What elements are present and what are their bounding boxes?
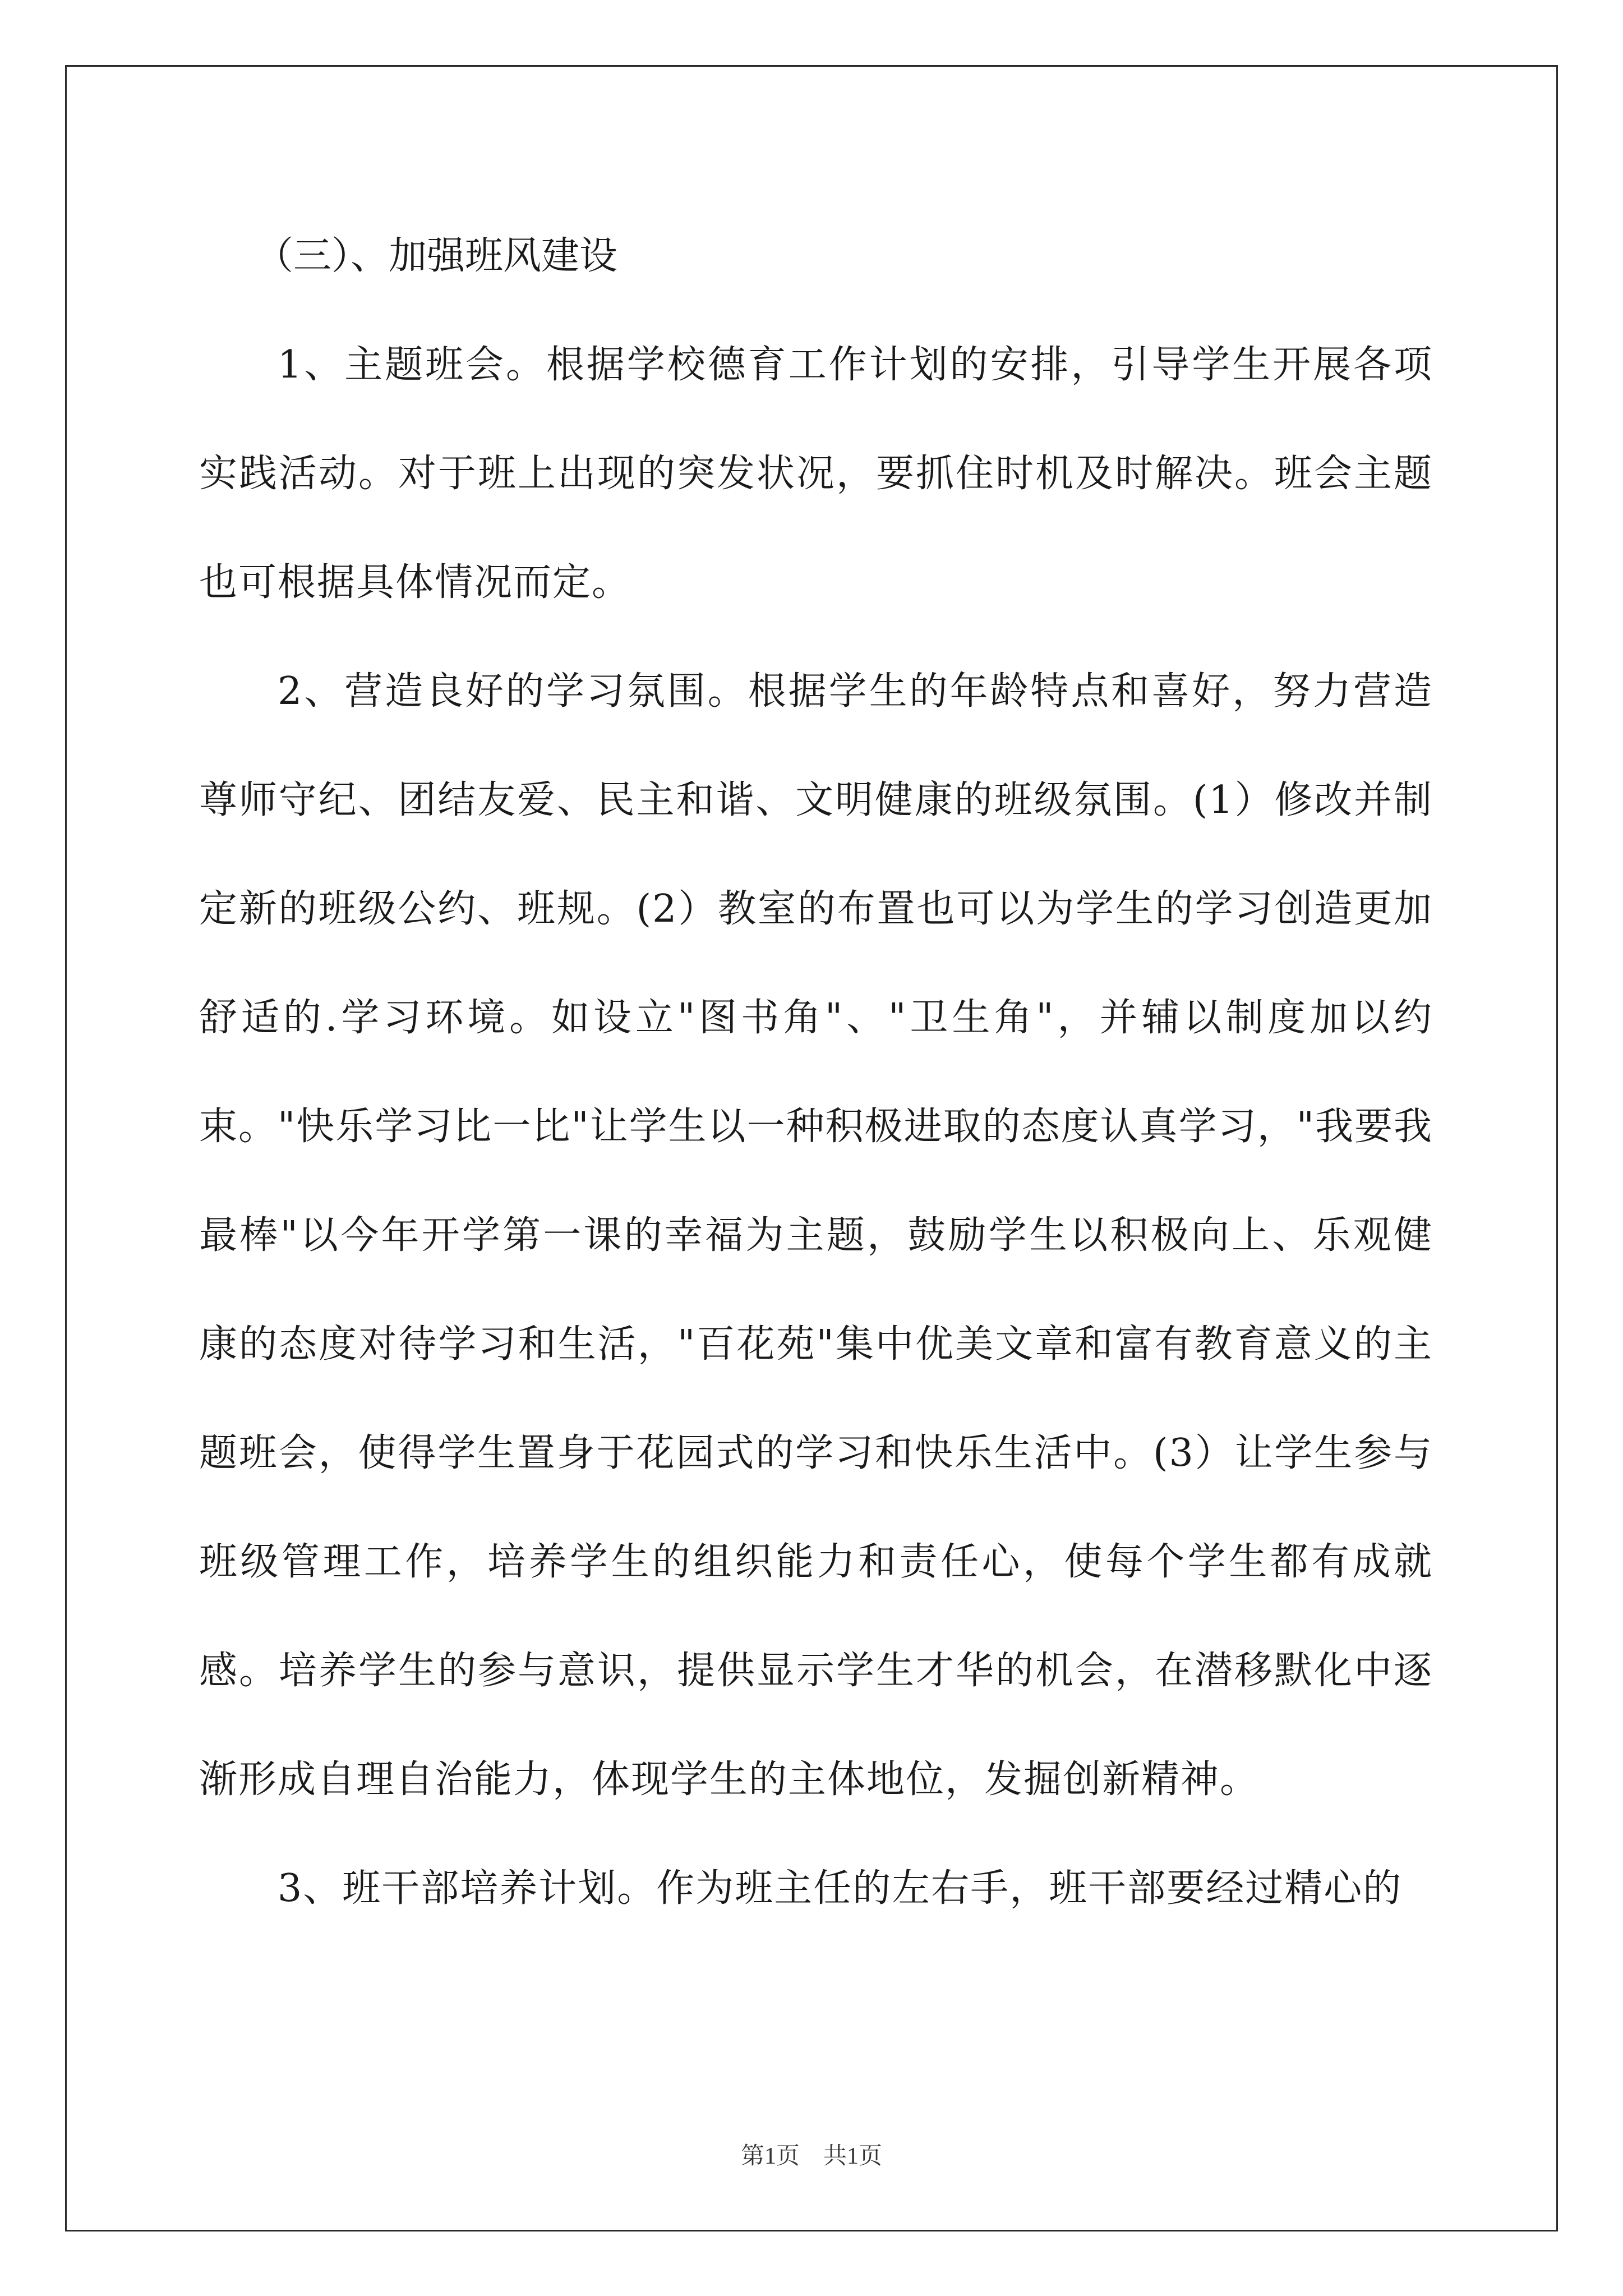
document-body: [199, 202, 1433, 1943]
paragraph-theme-class-meeting: 1、主题班会。根据学校德育工作计划的安排，引导学生开展各项实践活动。对于班上出现的突发状况，要抓住时机及时解决。班会主题也可根据具体情况而定。: [199, 343, 1433, 605]
page-number-footer: 第1页 共1页: [740, 2143, 882, 2169]
section-heading: （三）、加强班风建设: [255, 234, 618, 278]
paragraph-learning-atmosphere: 2、营造良好的学习氛围。根据学生的年龄特点和喜好，努力营造尊师守纪、团结友爱、民主和谐、文明健康的班级氛围。(1）修改并制定新的班级公约、班规。(2）教室的布置也可以为学生的学习创造更加舒适的.学习环境。如设立"图书角"、"卫生角"，并辅以制度加以约束。"快乐学习比一比"让学生以一种积极进取的态度认真学习，"我要我最棒"以今年开学第一课的幸福为主题，鼓励学生以积极向上、乐观健康的态度对待学习和生活，"百花苑"集中优美文章和富有教育意义的主题班会，使得学生置身于花园式的学习和快乐生活中。(3）让学生参与班级管理工作，培养学生的组织能力和责任心，使每个学生都有成就感。培养学生的参与意识，提供显示学生才华的机会，在潜移默化中逐渐形成自理自治能力，体现学生的主体地位，发掘创新精神。: [199, 669, 1433, 1802]
paragraph-class-cadre-plan: 3、班干部培养计划。作为班主任的左右手，班干部要经过精心的: [278, 1866, 1403, 1911]
